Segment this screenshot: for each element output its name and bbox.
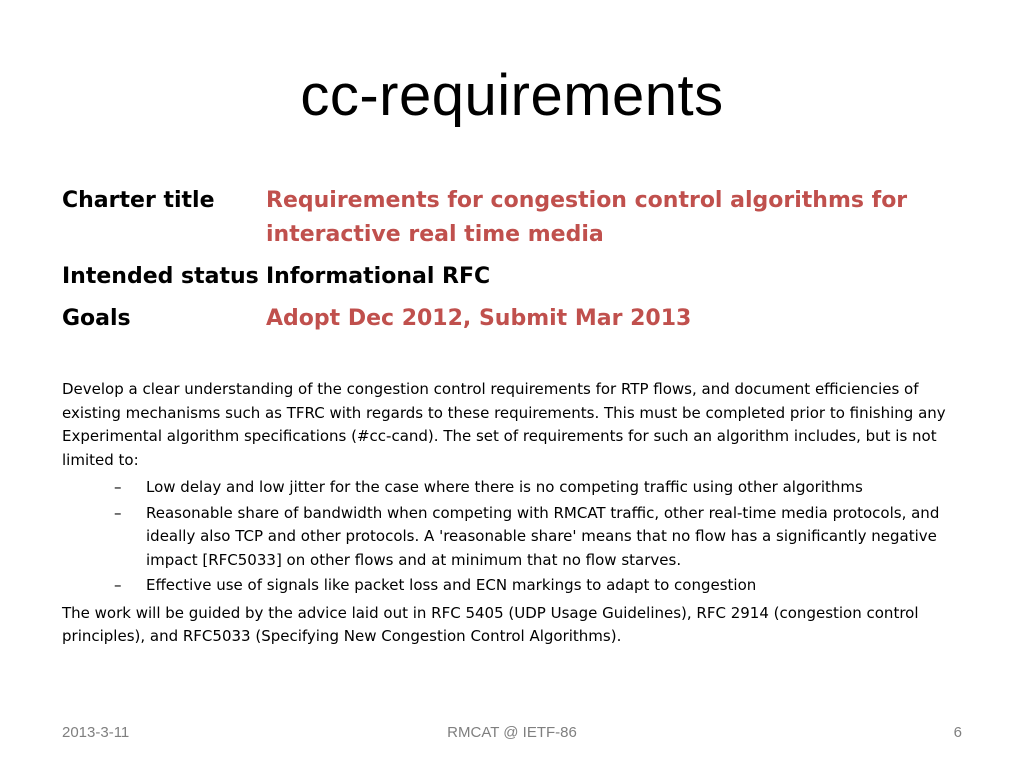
- bullet-dash: –: [114, 478, 122, 496]
- footer-page-number: 6: [953, 724, 962, 741]
- bullet-text: Effective use of signals like packet loss and ECN markings to adapt to congestion: [146, 576, 757, 594]
- charter-title-line-1: Requirements for congestion control algorithms for: [266, 188, 908, 213]
- bullet-dash: –: [114, 503, 122, 522]
- meta-key-charter-title: Charter title: [62, 188, 215, 213]
- list-item: [62, 476, 962, 500]
- meta-row-charter-title: [62, 184, 962, 252]
- closing-paragraph: The work will be guided by the advice laid out in RFC 5405 (UDP Usage Guidelines), RFC 2914 (congestion control principles), and RFC5033 (Specifying New Congestion Control Algorithms).: [62, 603, 919, 645]
- bullet-text: Low delay and low jitter for the case where there is no competing traffic using other algorithms: [146, 478, 863, 496]
- meta-value-charter-title: [266, 184, 962, 252]
- bullet-text: Reasonable share of bandwidth when competing with RMCAT traffic, other real-time media protocols, and ideally also TCP and other protocols. A 'reasonable share' means that no flow has a significantly negative impact [RFC5033] on other flows and at minimum that no flow starves.: [146, 503, 940, 569]
- meta-value-goals: Adopt Dec 2012, Submit Mar 2013: [266, 306, 692, 331]
- intro-paragraph: Develop a clear understanding of the congestion control requirements for RTP flows, and document efficiencies of existing mechanisms such as TFRC with regards to these requirements. This must be completed prior to finishing any Experimental algorithm specifications (#cc-cand). The set of requirements for such an algorithm includes, but is not limited to:: [62, 380, 946, 469]
- meta-row-intended-status: [62, 260, 962, 294]
- requirements-list: [62, 476, 962, 598]
- bullet-dash: –: [114, 576, 122, 594]
- meta-key-intended-status: Intended status: [62, 264, 259, 289]
- meta-row-goals: [62, 302, 962, 336]
- slide-body: [62, 378, 962, 649]
- slide-title: cc-requirements: [300, 63, 724, 128]
- meta-value-intended-status: Informational RFC: [266, 264, 491, 289]
- list-item: [62, 502, 962, 573]
- footer-center-label: RMCAT @ IETF-86: [447, 724, 577, 741]
- footer-date: 2013-3-11: [62, 724, 130, 741]
- charter-title-line-2: interactive real time media: [266, 222, 604, 247]
- charter-meta-table: [62, 184, 962, 336]
- list-item: [62, 574, 962, 598]
- meta-key-goals: Goals: [62, 306, 131, 331]
